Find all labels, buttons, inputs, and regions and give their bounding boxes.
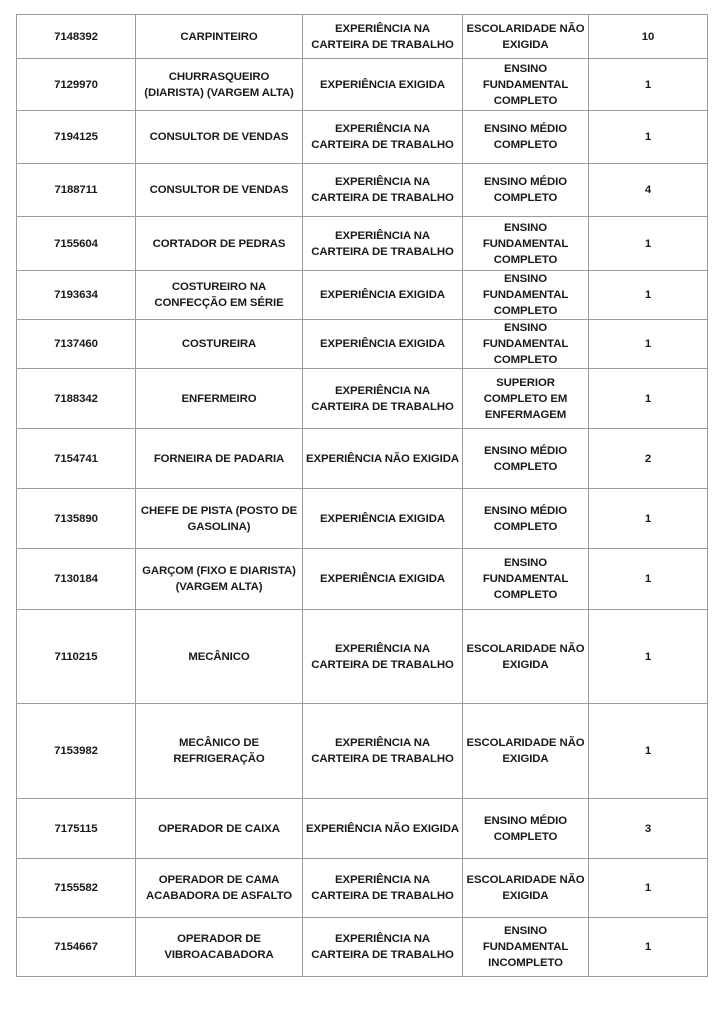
table-row [17,918,708,977]
vacancy-count: 1 [589,918,708,977]
job-code: 7130184 [17,549,136,610]
vacancy-count: 4 [589,164,708,217]
job-code: 7155582 [17,859,136,918]
job-code: 7175115 [17,799,136,859]
job-title: CONSULTOR DE VENDAS [136,111,303,164]
table-row [17,429,708,489]
table-row [17,859,708,918]
experience-requirement: EXPERIÊNCIA NA CARTEIRA DE TRABALHO [303,111,463,164]
experience-requirement: EXPERIÊNCIA EXIGIDA [303,489,463,549]
table-row [17,320,708,369]
experience-requirement: EXPERIÊNCIA EXIGIDA [303,549,463,610]
experience-requirement: EXPERIÊNCIA NA CARTEIRA DE TRABALHO [303,704,463,799]
vacancy-count: 1 [589,111,708,164]
table-row [17,271,708,320]
experience-requirement: EXPERIÊNCIA NÃO EXIGIDA [303,429,463,489]
experience-requirement: EXPERIÊNCIA NA CARTEIRA DE TRABALHO [303,369,463,429]
job-code: 7188711 [17,164,136,217]
job-title: GARÇOM (FIXO E DIARISTA) (VARGEM ALTA) [136,549,303,610]
education-requirement: ENSINO FUNDAMENTAL COMPLETO [463,549,589,610]
vacancy-count: 1 [589,271,708,320]
education-requirement: ENSINO MÉDIO COMPLETO [463,164,589,217]
job-code: 7110215 [17,610,136,704]
vacancy-count: 1 [589,489,708,549]
job-code: 7193634 [17,271,136,320]
experience-requirement: EXPERIÊNCIA EXIGIDA [303,271,463,320]
table-row [17,610,708,704]
job-code: 7148392 [17,15,136,59]
education-requirement: ENSINO FUNDAMENTAL COMPLETO [463,59,589,111]
vacancy-count: 3 [589,799,708,859]
education-requirement: ESCOLARIDADE NÃO EXIGIDA [463,610,589,704]
experience-requirement: EXPERIÊNCIA NÃO EXIGIDA [303,799,463,859]
job-title: OPERADOR DE CAMA ACABADORA DE ASFALTO [136,859,303,918]
job-title: OPERADOR DE VIBROACABADORA [136,918,303,977]
job-title: CHURRASQUEIRO (DIARISTA) (VARGEM ALTA) [136,59,303,111]
job-code: 7155604 [17,217,136,271]
job-code: 7135890 [17,489,136,549]
experience-requirement: EXPERIÊNCIA NA CARTEIRA DE TRABALHO [303,217,463,271]
job-title: CHEFE DE PISTA (POSTO DE GASOLINA) [136,489,303,549]
experience-requirement: EXPERIÊNCIA NA CARTEIRA DE TRABALHO [303,859,463,918]
experience-requirement: EXPERIÊNCIA EXIGIDA [303,59,463,111]
table-row [17,489,708,549]
job-title: CORTADOR DE PEDRAS [136,217,303,271]
job-title: MECÂNICO DE REFRIGERAÇÃO [136,704,303,799]
education-requirement: ENSINO FUNDAMENTAL INCOMPLETO [463,918,589,977]
vacancy-count: 1 [589,859,708,918]
table-row [17,111,708,164]
education-requirement: SUPERIOR COMPLETO EM ENFERMAGEM [463,369,589,429]
vacancy-count: 1 [589,704,708,799]
vacancy-count: 1 [589,59,708,111]
table-row [17,217,708,271]
vacancy-count: 2 [589,429,708,489]
table-row [17,164,708,217]
education-requirement: ENSINO FUNDAMENTAL COMPLETO [463,271,589,320]
vacancy-count: 10 [589,15,708,59]
education-requirement: ENSINO FUNDAMENTAL COMPLETO [463,320,589,369]
job-title: CONSULTOR DE VENDAS [136,164,303,217]
education-requirement: ENSINO MÉDIO COMPLETO [463,799,589,859]
education-requirement: ENSINO FUNDAMENTAL COMPLETO [463,217,589,271]
experience-requirement: EXPERIÊNCIA NA CARTEIRA DE TRABALHO [303,918,463,977]
job-title: COSTUREIRO NA CONFECÇÃO EM SÉRIE [136,271,303,320]
education-requirement: ENSINO MÉDIO COMPLETO [463,489,589,549]
table-row [17,59,708,111]
table-row [17,799,708,859]
job-vacancies-table [16,14,708,977]
job-title: CARPINTEIRO [136,15,303,59]
job-code: 7188342 [17,369,136,429]
job-code: 7154667 [17,918,136,977]
job-title: ENFERMEIRO [136,369,303,429]
table-row [17,704,708,799]
table-row [17,369,708,429]
experience-requirement: EXPERIÊNCIA NA CARTEIRA DE TRABALHO [303,15,463,59]
vacancy-count: 1 [589,320,708,369]
vacancy-count: 1 [589,217,708,271]
vacancy-count: 1 [589,610,708,704]
job-title: OPERADOR DE CAIXA [136,799,303,859]
vacancy-count: 1 [589,369,708,429]
education-requirement: ESCOLARIDADE NÃO EXIGIDA [463,859,589,918]
job-code: 7194125 [17,111,136,164]
education-requirement: ENSINO MÉDIO COMPLETO [463,111,589,164]
experience-requirement: EXPERIÊNCIA EXIGIDA [303,320,463,369]
education-requirement: ENSINO MÉDIO COMPLETO [463,429,589,489]
job-code: 7153982 [17,704,136,799]
vacancy-count: 1 [589,549,708,610]
table-row [17,15,708,59]
table-row [17,549,708,610]
job-code: 7129970 [17,59,136,111]
job-title: COSTUREIRA [136,320,303,369]
education-requirement: ESCOLARIDADE NÃO EXIGIDA [463,15,589,59]
experience-requirement: EXPERIÊNCIA NA CARTEIRA DE TRABALHO [303,164,463,217]
education-requirement: ESCOLARIDADE NÃO EXIGIDA [463,704,589,799]
job-code: 7137460 [17,320,136,369]
job-title: FORNEIRA DE PADARIA [136,429,303,489]
experience-requirement: EXPERIÊNCIA NA CARTEIRA DE TRABALHO [303,610,463,704]
job-code: 7154741 [17,429,136,489]
job-title: MECÂNICO [136,610,303,704]
